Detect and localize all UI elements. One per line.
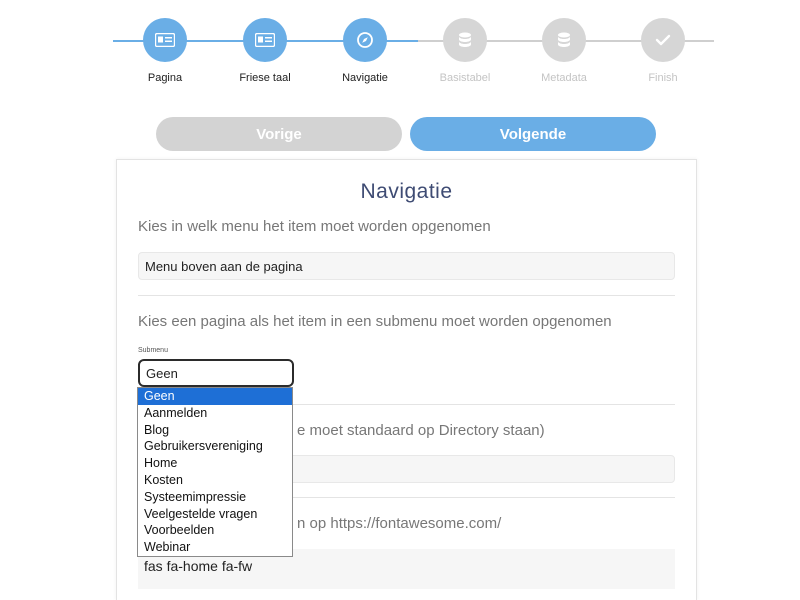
- step-pagina[interactable]: [115, 18, 215, 84]
- check-icon: [655, 34, 671, 46]
- step-circle: [143, 18, 187, 62]
- dropdown-option-veelgestelde-vragen[interactable]: Veelgestelde vragen: [144, 506, 258, 521]
- progress-stepper: [0, 0, 800, 100]
- icon-question: n op https://fontawesome.com/: [297, 515, 502, 532]
- next-button[interactable]: Volgende: [410, 117, 656, 151]
- step-label: Friese taal: [239, 72, 291, 84]
- directory-question: e moet standaard op Directory staan): [297, 422, 545, 439]
- submenu-question: Kies een pagina als het item in een submenu moet worden opgenomen: [138, 313, 612, 330]
- step-navigatie[interactable]: [315, 18, 415, 84]
- dropdown-option-geen[interactable]: Geen: [138, 388, 292, 405]
- database-icon: [557, 32, 571, 48]
- step-circle: [641, 18, 685, 62]
- submenu-label: Submenu: [138, 347, 168, 354]
- step-circle: [443, 18, 487, 62]
- compass-icon: [357, 32, 373, 48]
- dropdown-option-gebruikersvereniging[interactable]: Gebruikersvereniging: [144, 439, 263, 454]
- card-title: Navigatie: [360, 180, 453, 203]
- step-label: Metadata: [541, 72, 587, 84]
- menu-question: Kies in welk menu het item moet worden opgenomen: [138, 218, 491, 235]
- submenu-select[interactable]: Geen: [138, 359, 294, 387]
- step-circle: [343, 18, 387, 62]
- database-icon: [458, 32, 472, 48]
- dropdown-option-blog[interactable]: Blog: [144, 422, 170, 437]
- previous-button[interactable]: Vorige: [156, 117, 402, 151]
- dropdown-option-kosten[interactable]: Kosten: [144, 472, 183, 487]
- step-basistabel[interactable]: [415, 18, 515, 84]
- divider: [138, 295, 675, 296]
- id-card-icon: [255, 33, 275, 47]
- dropdown-option-aanmelden[interactable]: Aanmelden: [144, 405, 208, 420]
- step-finish[interactable]: [613, 18, 713, 84]
- step-label: Pagina: [147, 72, 183, 84]
- step-friese-taal[interactable]: [215, 18, 315, 84]
- dropdown-option-voorbeelden[interactable]: Voorbeelden: [144, 523, 215, 538]
- step-label: Basistabel: [439, 72, 491, 84]
- step-metadata[interactable]: [514, 18, 614, 84]
- id-card-icon: [155, 33, 175, 47]
- menu-select[interactable]: Menu boven aan de pagina: [138, 252, 675, 280]
- submenu-dropdown-list[interactable]: [137, 387, 293, 557]
- step-label: Finish: [648, 72, 678, 84]
- dropdown-option-systeemimpressie[interactable]: Systeemimpressie: [144, 489, 247, 504]
- dropdown-option-webinar[interactable]: Webinar: [144, 540, 191, 555]
- icon-input[interactable]: fas fa-home fa-fw: [138, 549, 675, 589]
- dropdown-option-home[interactable]: Home: [144, 456, 178, 471]
- step-circle: [243, 18, 287, 62]
- step-circle: [542, 18, 586, 62]
- step-label: Navigatie: [342, 72, 388, 84]
